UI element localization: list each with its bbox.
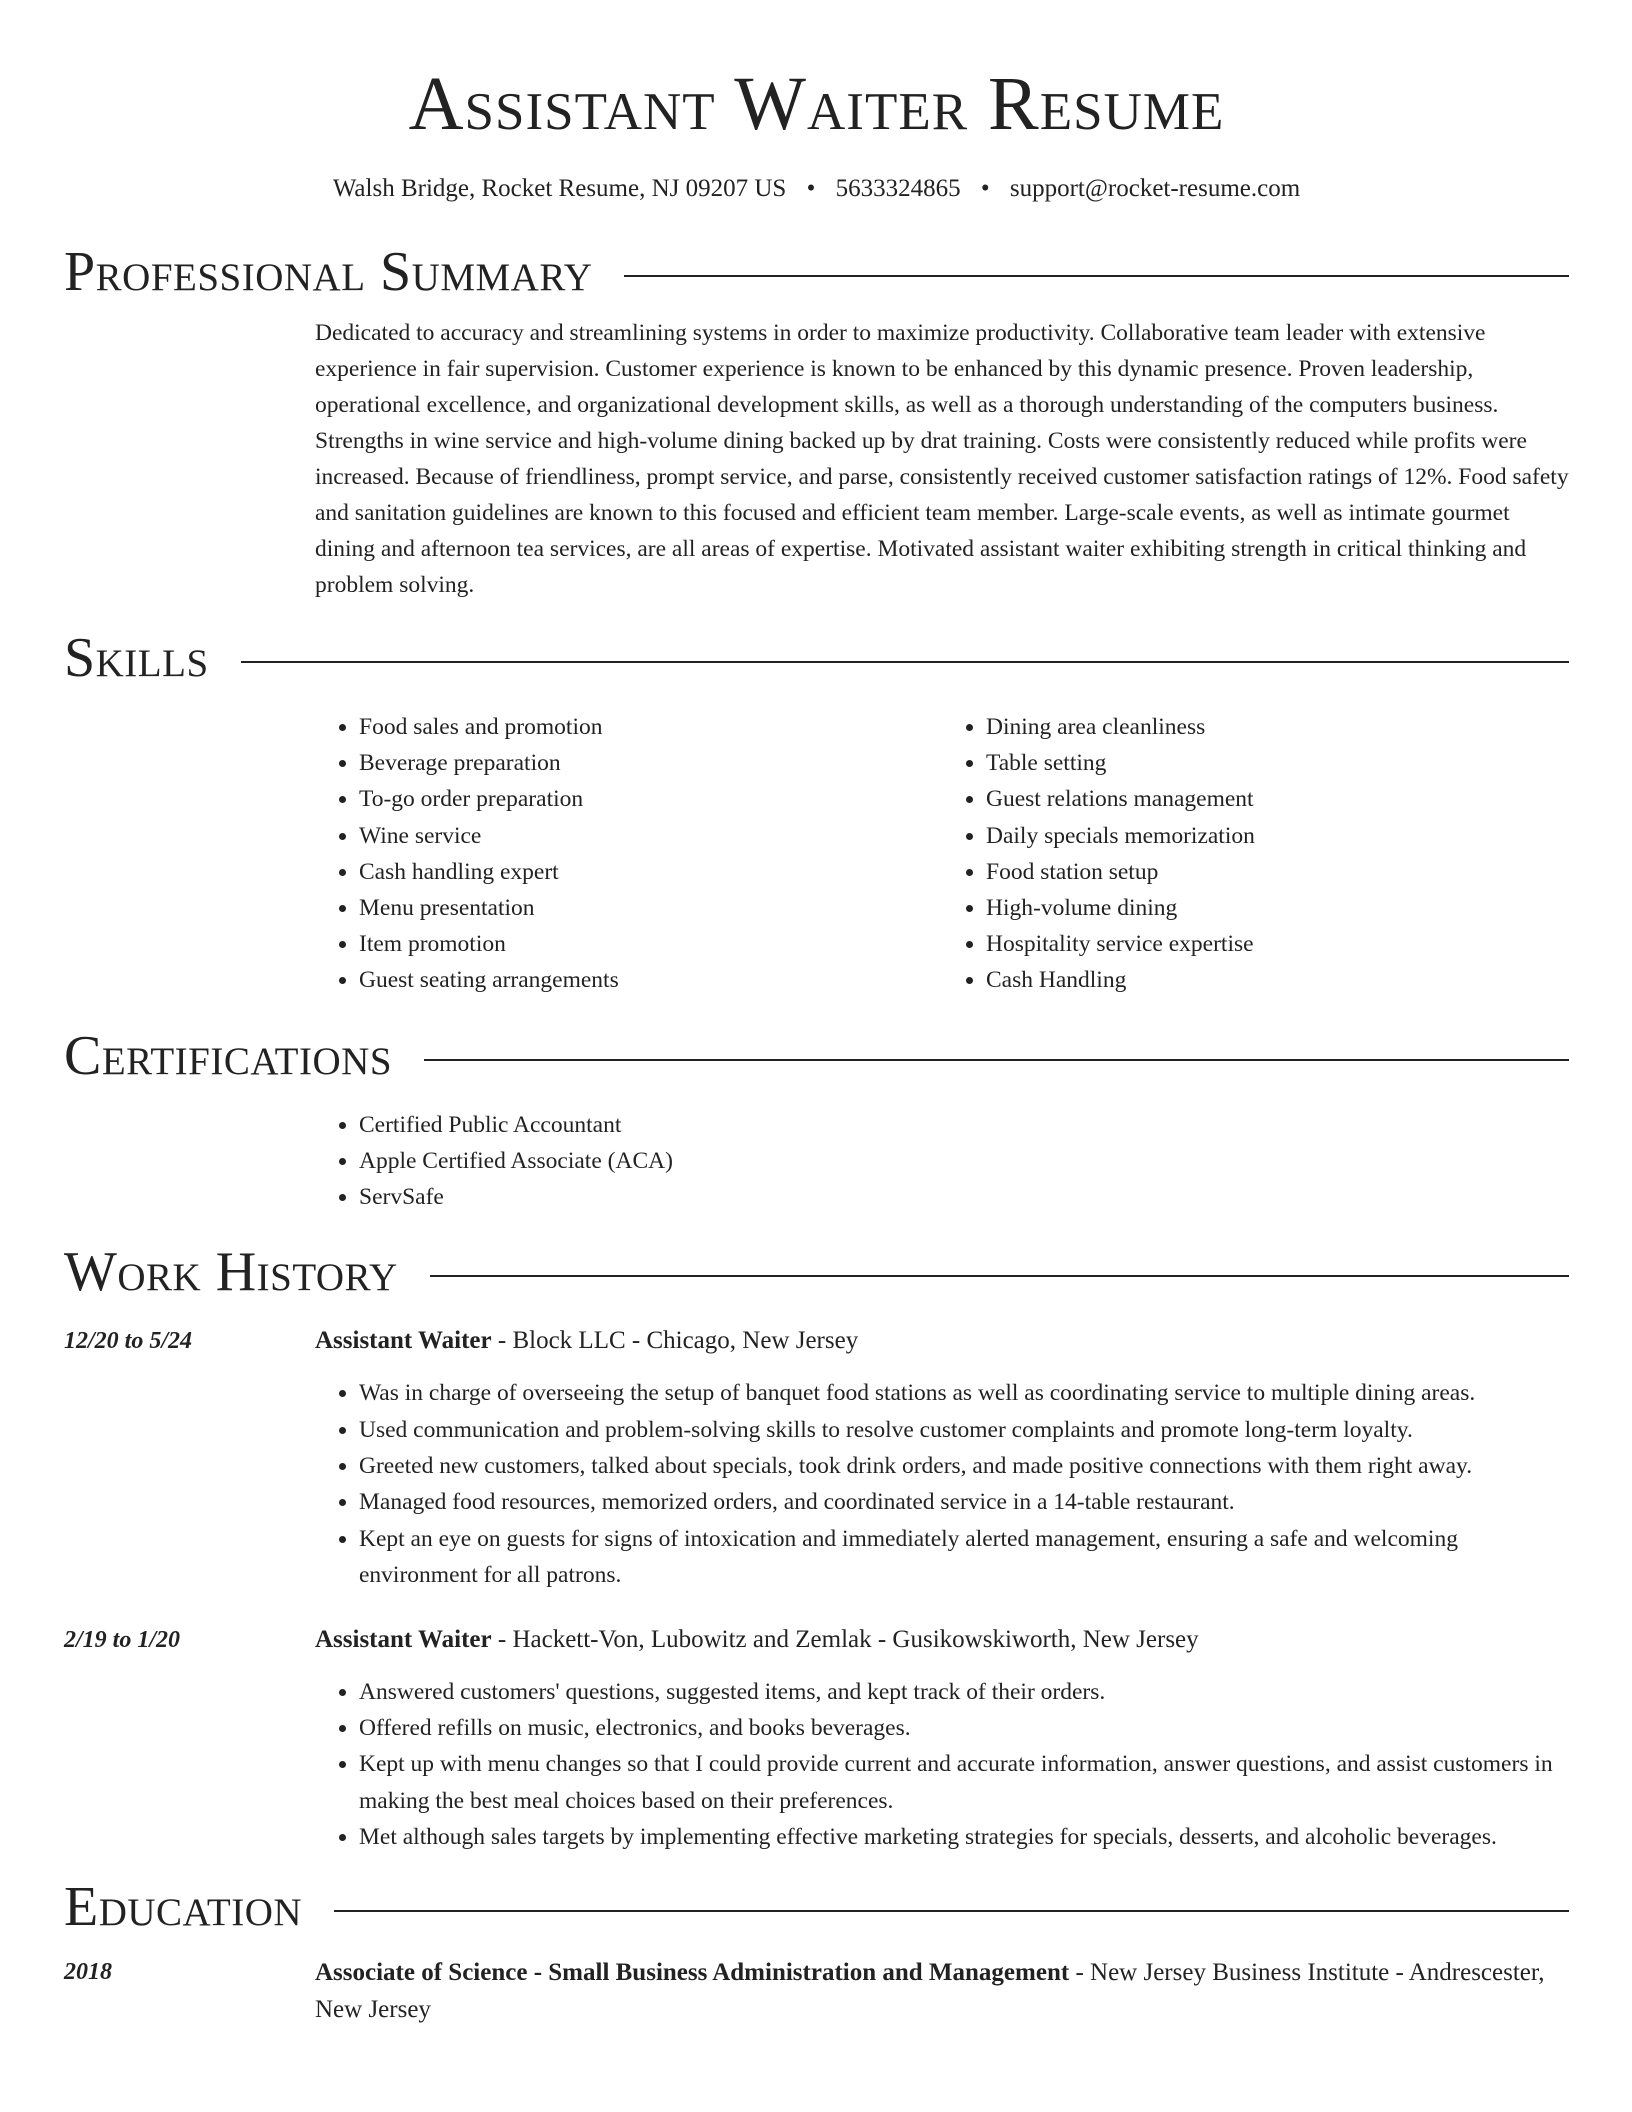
summary-section-header [64, 237, 1569, 307]
list-item: • Item promotion [359, 926, 942, 962]
skills-columns [315, 709, 1569, 999]
section-divider [624, 275, 1569, 277]
job-title-line [315, 1323, 1569, 1359]
job-title: Assistant Waiter [315, 1327, 492, 1355]
list-item: • Was in charge of overseeing the setup of banquet food stations as well as coordinating service to multiple dining areas. [359, 1375, 1569, 1411]
certifications-heading: Certifications [64, 1024, 393, 1087]
list-item: • Used communication and problem-solving skills to resolve customer complaints and promote long-term loyalty. [359, 1412, 1569, 1448]
list-item: • Cash handling expert [359, 854, 942, 890]
certifications-body [315, 1107, 1569, 1216]
list-item: • Food station setup [986, 854, 1569, 890]
certifications-list [315, 1107, 1569, 1216]
list-item: • To-go order preparation [359, 781, 942, 817]
job-dates: 12/20 to 5/24 [64, 1328, 193, 1355]
education-school: - New Jersey Business Institute - Andrescester, New Jersey [315, 1958, 1545, 2023]
job-title-line [315, 1622, 1569, 1658]
job-company: - Hackett-Von, Lubowitz and Zemlak - Gusikowskiworth, New Jersey [491, 1625, 1199, 1653]
list-item: • Menu presentation [359, 890, 942, 926]
list-item: • Answered customers' questions, suggested items, and kept track of their orders. [359, 1674, 1569, 1710]
list-item: • Daily specials memorization [986, 818, 1569, 854]
contact-email: support@rocket-resume.com [1009, 175, 1301, 202]
list-item: • Dining area cleanliness [986, 709, 1569, 745]
section-divider [430, 1275, 1569, 1277]
education-degree: Associate of Science - Small Business Administration and Management [315, 1958, 1070, 1986]
job-details [315, 1323, 1569, 1593]
skills-heading: Skills [64, 627, 209, 689]
list-item: • Certified Public Accountant [359, 1107, 1569, 1143]
list-item: • Guest relations management [986, 781, 1569, 817]
resume-title: Assistant Waiter Resume [408, 62, 1225, 146]
education-heading: Education [64, 1875, 303, 1938]
list-item: • Beverage preparation [359, 745, 942, 781]
list-item: • Apple Certified Associate (ACA) [359, 1143, 1569, 1179]
section-divider [334, 1910, 1569, 1912]
education-entry [64, 1954, 1569, 2028]
job-entry [64, 1323, 1569, 1593]
resume-page [64, 0, 1569, 2028]
contact-separator: • [806, 175, 816, 202]
education-details [315, 1954, 1569, 2028]
list-item: • Managed food resources, memorized orders, and coordinated service in a 14-table restaurant. [359, 1484, 1569, 1520]
list-item: • Guest seating arrangements [359, 962, 942, 998]
job-bullets [315, 1375, 1569, 1593]
section-divider [424, 1059, 1569, 1061]
contact-separator: • [980, 175, 990, 202]
education-year: 2018 [64, 1958, 112, 1985]
education-line [315, 1954, 1569, 2028]
list-item: • Met although sales targets by implementing effective marketing strategies for specials, desserts, and alcoholic beverages. [359, 1819, 1569, 1855]
skills-body [315, 709, 1569, 999]
summary-heading: Professional Summary [64, 241, 593, 303]
list-item: • Greeted new customers, talked about specials, took drink orders, and made positive connections with them right away. [359, 1448, 1569, 1484]
skills-list-left [315, 709, 942, 999]
work-heading: Work History [64, 1241, 398, 1304]
list-item: • Offered refills on music, electronics, and books beverages. [359, 1710, 1569, 1746]
section-divider [241, 661, 1569, 663]
job-entry [64, 1622, 1569, 1856]
summary-body [315, 315, 1569, 603]
job-company: - Block LLC - Chicago, New Jersey [491, 1327, 859, 1355]
list-item: • ServSafe [359, 1179, 1569, 1215]
work-section-header [64, 1237, 1569, 1307]
skills-list-right [942, 709, 1569, 999]
job-dates: 2/19 to 1/20 [64, 1626, 181, 1653]
contact-line [64, 172, 1569, 206]
list-item: • Wine service [359, 818, 942, 854]
job-bullets [315, 1674, 1569, 1856]
certifications-section-header [64, 1021, 1569, 1091]
list-item: • High-volume dining [986, 890, 1569, 926]
list-item: • Table setting [986, 745, 1569, 781]
list-item: • Kept up with menu changes so that I could provide current and accurate information, answer questions, and assist customers in making the best meal choices based on their preferences. [359, 1746, 1569, 1819]
list-item: • Cash Handling [986, 962, 1569, 998]
list-item: • Kept an eye on guests for signs of intoxication and immediately alerted management, ensuring a safe and welcoming environment for all patrons. [359, 1521, 1569, 1594]
summary-text: Dedicated to accuracy and streamlining systems in order to maximize productivity. Collaborative team leader with extensive experience in fair supervision. Customer experience is known to be enhanced by this dynamic presence. Proven leadership, operational excellence, and organizational development skills, as well as a thorough understanding of the computers business. Strengths in wine service and high-volume dining backed up by drat training. Costs were consistently reduced while profits were increased. Because of friendliness, prompt service, and parse, consistently received customer satisfaction ratings of 12%. Food safety and sanitation guidelines are known to this focused and efficient team member. Large-scale events, as well as intimate gourmet dining and afternoon tea services, are all areas of expertise. Motivated assistant waiter exhibiting strength in critical thinking and problem solving. [315, 320, 1569, 598]
list-item: • Food sales and promotion [359, 709, 942, 745]
contact-phone: 5633324865 [835, 175, 961, 202]
list-item: • Hospitality service expertise [986, 926, 1569, 962]
education-section-header [64, 1872, 1569, 1942]
contact-address: Walsh Bridge, Rocket Resume, NJ 09207 US [332, 175, 787, 202]
skills-section-header [64, 623, 1569, 693]
job-title: Assistant Waiter [315, 1625, 492, 1653]
job-details [315, 1622, 1569, 1856]
